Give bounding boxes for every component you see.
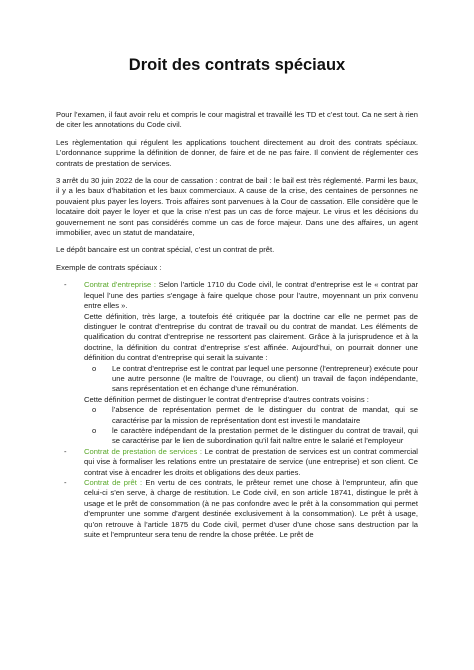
sub-bullet: o <box>92 405 97 415</box>
item-term: Contrat d’entreprise : <box>84 280 157 290</box>
paragraph-case-law: 3 arrêt du 30 juin 2022 de la cour de cassation : contrat de bail : le bail est très réglementé. Parmi les baux, il y a les baux d’habitation et les baux commerciaux. A cause de la crise, des centaines de personnes ne pouvaient plus payer les loyers. Trois affaires sont parvenues à la Cour de cassation. Elle considère que le locataire doit payer le loyer et que la crise n’est pas un cas de force majeur. Le virus et les décisions du gouvernement ne sont pas considérés comme un cas de force majeur. Dans une des affaires, un agent immobilier, avec un statut de mandataire, <box>56 176 418 238</box>
sub-bullet: o <box>92 425 97 435</box>
paragraph-examples-intro: Exemple de contrats spéciaux : <box>56 262 162 272</box>
item-continuation: Cette définition permet de distinguer le contrat d’entreprise d’autres contrats voisins : <box>84 394 369 404</box>
item-text: Le contrat de prestation de services est un contrat commercial qui vise à formaliser les relations entre un prestataire de service (une entreprise) et son client. Ce contrat vise à encadrer les droits et obligations des deux parties. <box>84 446 418 477</box>
item-continuation: Cette définition, très large, a toutefois été critiquée par la doctrine car elle ne permet pas de distinguer le contrat d’entreprise du contrat de travail ou du contrat de mandat. Les éléments de qualification du contrat d’entreprise ne ressortent pas clairement. Grâce à la jurisprudence et à la doctrine, la définition du contrat d’entreprise s’est affinée. Aujourd’hui, on pourrait donner une définition du contrat d’entreprise qui serait la suivante : <box>84 311 418 363</box>
list-dash: - <box>64 280 67 290</box>
list-item-contrat-entreprise <box>56 280 418 447</box>
sub-list-item <box>84 426 418 447</box>
item-text: Selon l’article 1710 du Code civil, le contrat d’entreprise est le « contrat par lequel l’une des parties s’engage à faire quelque chose pour l’autre, moyennant un prix convenu entre elles ». <box>84 280 418 311</box>
sub-list-item <box>84 364 418 395</box>
list-dash: - <box>64 478 67 487</box>
page-title: Droit des contrats spéciaux <box>128 56 346 74</box>
sub-list-item <box>84 405 418 426</box>
list-item-contrat-pret <box>56 478 418 540</box>
document-body <box>56 110 418 540</box>
sub-list-distinctions <box>84 405 418 447</box>
contract-list <box>56 280 418 540</box>
paragraph-bank-deposit: Le dépôt bancaire est un contrat spécial, c’est un contrat de prêt. <box>56 245 275 255</box>
sub-item-text: Le contrat d’entreprise est le contrat par lequel une personne (l’entrepreneur) exécute pour une autre personne (le maître de l’ouvrage, ou client) un travail de façon indépendante, sans représentation et en échange d’une rémunération. <box>112 363 418 394</box>
list-item-contrat-prestation <box>56 447 418 478</box>
sub-item-text: le caractère indépendant de la prestation permet de le distinguer du contrat de travail, qui se caractérise par le lien de subordination qu’il fait naître entre le salarié et l’employeur <box>112 425 418 446</box>
sub-bullet: o <box>92 363 97 373</box>
sub-item-text: l’absence de représentation permet de le distinguer du contrat de mandat, qui se caractérise par la mission de représentation dont est investi le mandataire <box>112 405 418 425</box>
list-dash: - <box>64 446 67 456</box>
paragraph-regulation: Les règlementation qui régulent les applications touchent directement au droit des contrats spéciaux. L’ordonnance supprime la définition de donner, de faire et de ne pas faire. Il convient de réglementer ces contrats de prestation de services. <box>56 137 418 168</box>
item-text: En vertu de ces contrats, le prêteur remet une chose à l’emprunteur, afin que celui-ci s’en serve, à charge de restitution. Le Code civil, en son article 18741, distingue le prêt à usage et le prêt de consommation (à ne pas confondre avec le prêt à la consommation qui permet d’emprunter une somme d’argent destinée exclusivement à la consommation). Le prêt à usage, qu’on retrouve à l’article 1875 du Code civil, permet d’user d’une chose sans destruction par la suite et l’emprunteur sera tenu de rendre la chose prêtée. Le prêt de <box>84 478 418 540</box>
paragraph-exam: Pour l’examen, il faut avoir relu et compris le cour magistral et travaillé les TD et c’est tout. Ca ne sert à rien de citer les annotations du Code civil. <box>56 110 418 130</box>
sub-list-definition <box>84 364 418 395</box>
item-term: Contrat de prêt : <box>84 478 143 487</box>
item-term: Contrat de prestation de services : <box>84 446 202 456</box>
